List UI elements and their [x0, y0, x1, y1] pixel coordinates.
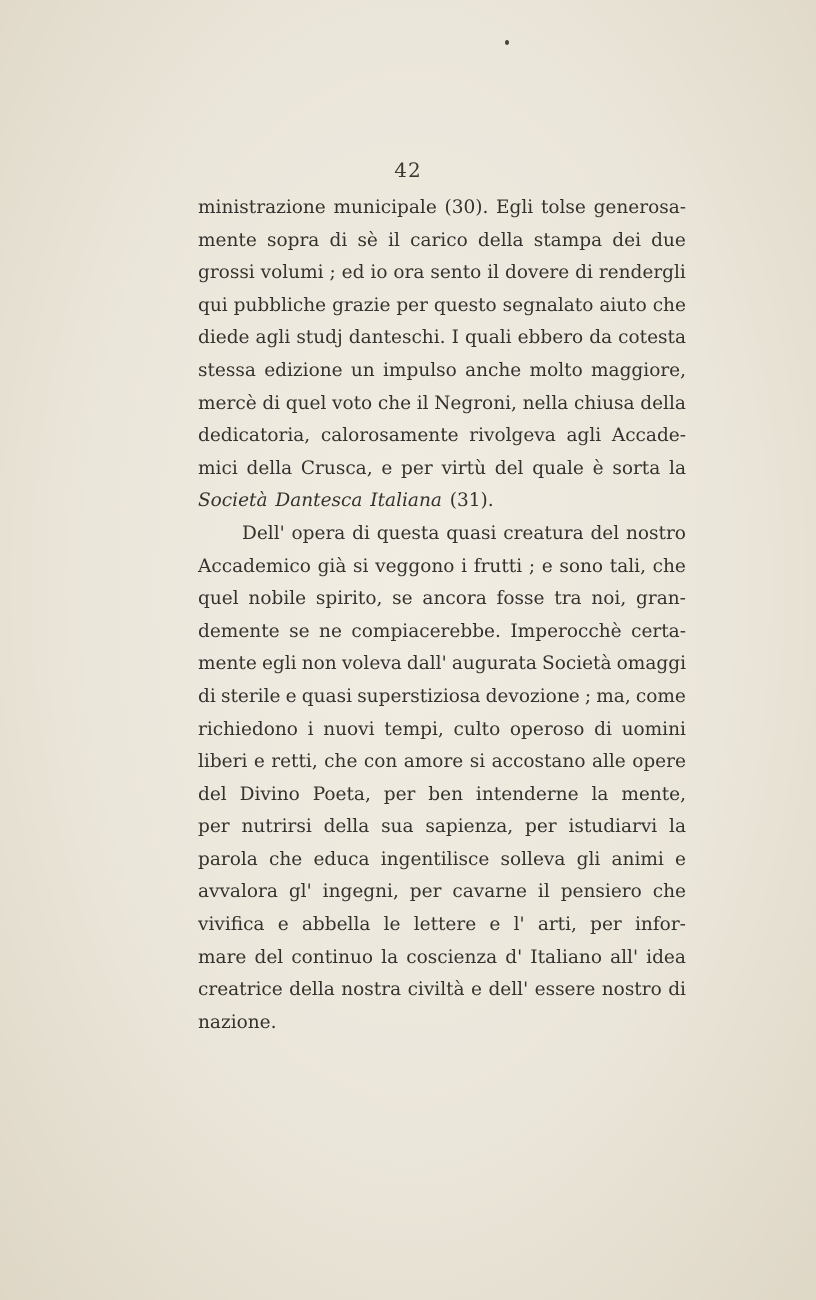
text-line: di sterile e quasi superstiziosa devozione ; ma, come: [198, 685, 686, 707]
text-line: quel nobile spirito, se ancora fosse tra noi, gran-: [198, 588, 686, 610]
text-line: avvalora gl' ingegni, per cavarne il pensiero che: [198, 881, 686, 903]
text-line-last: [198, 485, 686, 518]
text-line: mente egli non voleva dall' augurata Società omaggi: [198, 653, 686, 675]
text-line: mare del continuo la coscienza d' Italiano all' idea: [198, 946, 686, 968]
text-line: Dell' opera di questa quasi creatura del nostro: [242, 522, 686, 544]
text-line: stessa edizione un impulso anche molto maggiore,: [198, 359, 686, 381]
text-line: qui pubbliche grazie per questo segnalato aiuto che: [198, 294, 686, 316]
text-line-last: nazione.: [198, 1011, 277, 1033]
text-line: richiedono i nuovi tempi, culto operoso di uomini: [198, 718, 686, 740]
text-line: diede agli studj danteschi. I quali ebbero da cotesta: [198, 327, 686, 349]
text-line: ministrazione municipale (30). Egli tolse generosa-: [198, 197, 686, 218]
text-line: grossi volumi ; ed io ora sento il dovere di rendergli: [198, 262, 686, 284]
paragraph-1: [198, 192, 686, 518]
text-line: creatrice della nostra civiltà e dell' essere nostro di: [198, 979, 686, 1001]
text-line: vivifica e abbella le lettere e l' arti, per infor-: [198, 914, 686, 936]
text-line: mente sopra di sè il carico della stampa dei due: [198, 229, 686, 251]
page-number: 42: [394, 158, 422, 182]
text-line: dedicatoria, calorosamente rivolgeva agli Accade-: [198, 425, 686, 447]
text-line: parola che educa ingentilisce solleva gli animi e: [198, 848, 686, 870]
text-line: mercè di quel voto che il Negroni, nella chiusa della: [198, 392, 686, 414]
text-line: liberi e retti, che con amore si accostano alle opere: [198, 751, 686, 773]
note-reference: (31).: [441, 490, 494, 512]
text-line: demente se ne compiacerebbe. Imperocchè certa-: [198, 620, 686, 642]
text-line: per nutrirsi della sua sapienza, per istudiarvi la: [198, 816, 686, 838]
text-line: del Divino Poeta, per ben intenderne la mente,: [198, 783, 686, 805]
paragraph-2: [198, 518, 686, 1040]
ink-speck: [505, 40, 509, 45]
text-line: mici della Crusca, e per virtù del quale è sorta la: [198, 457, 686, 479]
body-text: [198, 192, 686, 1039]
text-line: Accademico già si veggono i frutti ; e sono tali, che: [198, 555, 686, 577]
society-name: Società Dantesca Italiana: [198, 490, 442, 512]
